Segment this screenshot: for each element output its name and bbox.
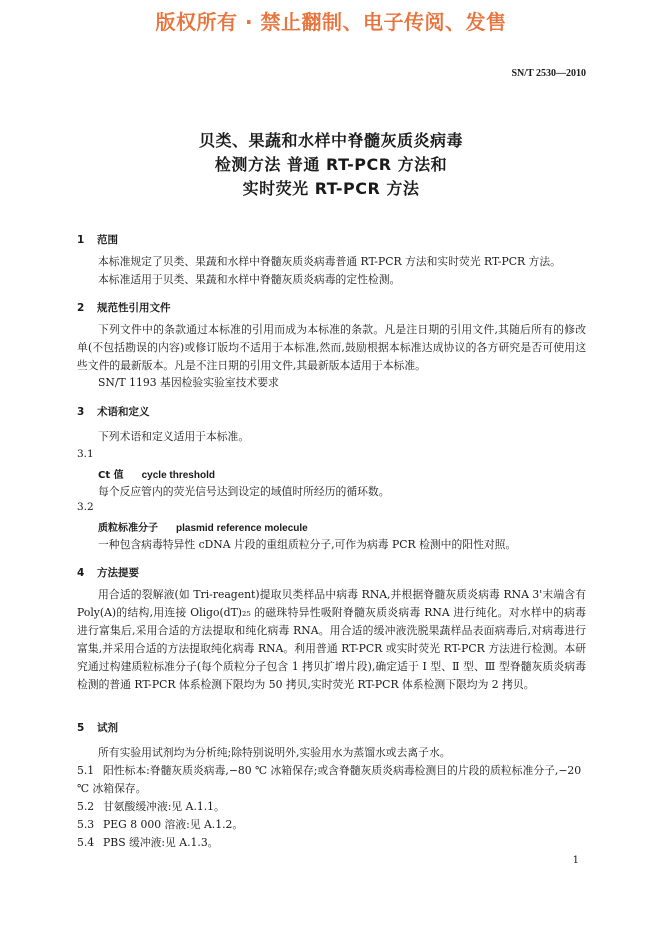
term-1-definition: 每个反应管内的荧光信号达到设定的域值时所经历的循环数。 [98, 485, 390, 498]
section-5-heading [77, 720, 118, 735]
term-2 [98, 519, 308, 534]
reagent-item-2-number: 5.2 [77, 800, 95, 813]
reagent-item-3-number: 5.3 [77, 818, 95, 831]
term-1-chinese: Ct 值 [98, 470, 124, 481]
reagent-item-3-text: PEG 8 000 溶液:见 A.1.2。 [103, 818, 244, 831]
copyright-banner: 版权所有 · 禁止翻制、电子传阅、发售 [155, 10, 507, 34]
reagent-item-2 [77, 798, 586, 816]
reagent-item-4-text: PBS 缓冲液:见 A.1.3。 [103, 836, 219, 849]
section-1-heading [77, 232, 118, 247]
section-5-number: 5 [77, 722, 85, 734]
page-number: 1 [572, 855, 579, 866]
section-1-paragraph-1: 本标准规定了贝类、果蔬和水样中脊髓灰质炎病毒普通 RT-PCR 方法和实时荧光 RT-PCR 方法。 [98, 255, 561, 268]
term-1 [98, 466, 215, 481]
section-2-paragraph-1: 下列文件中的条款通过本标准的引用而成为本标准的条款。凡是注日期的引用文件,其随后所有的修改单(不包括勘误的内容)或修订版均不适用于本标准,然而,鼓励根据本标准达成协议的各方研究是否可使用这些文件的最新版本。凡是不注日期的引用文件,其最新版本适用于本标准。 [77, 323, 586, 372]
section-3-number: 3 [77, 406, 85, 418]
section-4-number: 4 [77, 567, 85, 579]
standard-number: SN/T 2530—2010 [511, 68, 586, 79]
section-5-title: 试剂 [97, 722, 118, 734]
term-2-english: plasmid reference molecule [176, 523, 308, 534]
reagent-item-4-number: 5.4 [77, 836, 95, 849]
term-2-definition: 一种包含病毒特异性 cDNA 片段的重组质粒分子,可作为病毒 PCR 检测中的阳性对照。 [98, 538, 517, 551]
title-line-3: 实时荧光 RT-PCR 方法 [242, 179, 420, 198]
section-5-paragraph-1: 所有实验用试剂均为分析纯;除特别说明外,实验用水为蒸馏水或去离子水。 [98, 746, 451, 759]
section-3-title: 术语和定义 [97, 406, 150, 418]
section-2-heading [77, 300, 171, 315]
normative-reference: SN/T 1193 基因检验实验室技术要求 [98, 376, 279, 389]
section-4-title: 方法提要 [97, 567, 139, 579]
term-2-chinese: 质粒标准分子 [98, 523, 158, 534]
section-1-number: 1 [77, 234, 85, 246]
section-3-paragraph-1: 下列术语和定义适用于本标准。 [98, 430, 250, 443]
section-4-paragraph-1: 用合适的裂解液(如 Tri-reagent)提取贝类样品中病毒 RNA,并根据脊髓灰质炎病毒 RNA 3'末端含有 Poly(A)的结构,用连接 Oligo(dT)₂₅ 的磁珠特异性吸附脊髓灰质炎病毒 RNA 进行纯化。对水样中的病毒进行富集后,采用合适的方法提取和纯化病毒 RNA。用合适的缓冲液洗脱果蔬样品表面病毒后,对病毒进行富集,并采用合适的方法提取纯化病毒 RNA。利用普通 RT-PCR 或实时荧光 RT-PCR 方法进行检测。本研究通过构建质粒标准分子(每个质粒分子包含 1 拷贝扩增片段),确定适于 Ⅰ 型、Ⅱ 型、Ⅲ 型脊髓灰质炎病毒检测的普通 RT-PCR 体系检测下限均为 50 拷贝,实时荧光 RT-PCR 体系检测下限均为 2 拷贝。 [77, 588, 586, 691]
title-line-2: 检测方法 普通 RT-PCR 方法和 [214, 155, 448, 174]
term-1-english: cycle threshold [141, 470, 215, 481]
section-1-paragraph-2: 本标准适用于贝类、果蔬和水样中脊髓灰质炎病毒的定性检测。 [98, 273, 401, 286]
section-3-heading [77, 404, 150, 419]
reagent-item-3 [77, 816, 586, 834]
reagent-item-2-text: 甘氨酸缓冲液:见 A.1.1。 [103, 800, 225, 813]
term-2-number: 3.2 [77, 501, 94, 513]
reagent-item-4 [77, 834, 586, 852]
reagent-item-1 [77, 762, 586, 798]
term-1-number: 3.1 [77, 448, 94, 460]
title-line-1: 贝类、果蔬和水样中脊髓灰质炎病毒 [198, 131, 463, 150]
section-2-number: 2 [77, 302, 85, 314]
section-2-title: 规范性引用文件 [97, 302, 171, 314]
section-4-heading [77, 565, 139, 580]
reagent-item-1-text: 阳性标本:脊髓灰质炎病毒,−80 ℃ 冰箱保存;或含脊髓灰质炎病毒检测目的片段的质粒标准分子,−20 ℃ 冰箱保存。 [77, 764, 582, 795]
section-1-title: 范围 [97, 234, 118, 246]
reagent-item-1-number: 5.1 [77, 764, 95, 777]
